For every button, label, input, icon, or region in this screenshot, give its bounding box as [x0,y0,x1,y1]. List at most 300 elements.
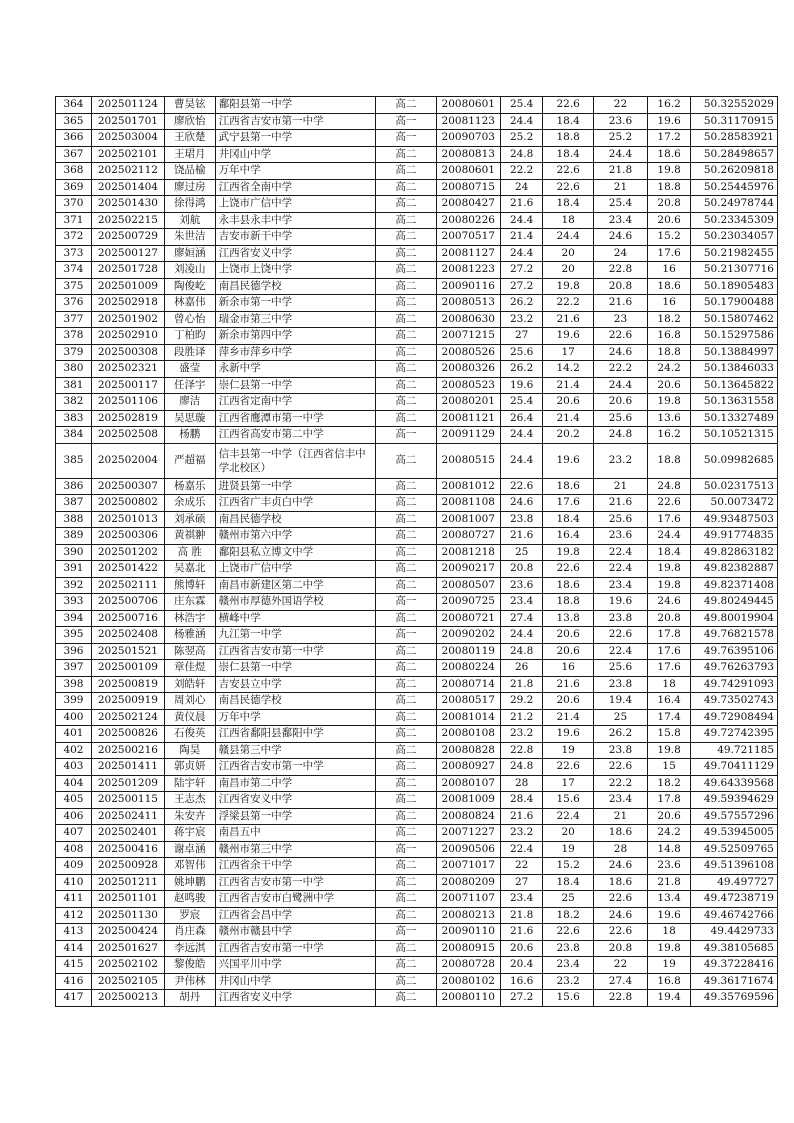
score-3-cell: 21 [594,179,648,196]
score-3-cell: 23.6 [594,113,648,130]
score-1-cell: 24.8 [501,759,543,776]
score-4-cell: 24.8 [647,478,690,495]
grade-cell: 高一 [376,841,436,858]
total-score-cell: 50.15807462 [691,311,778,328]
school-cell: 江西省高安市第二中学 [215,427,376,444]
exam-id-cell: 202500216 [91,742,164,759]
rank-cell: 370 [56,196,92,213]
name-cell: 王欣楚 [164,130,215,147]
exam-id-cell: 202501130 [91,907,164,924]
grade-cell: 高二 [376,957,436,974]
table-row [56,693,778,710]
exam-id-cell: 202500716 [91,610,164,627]
exam-id-cell: 202500109 [91,660,164,677]
rank-cell: 376 [56,295,92,312]
score-4-cell: 19.6 [647,907,690,924]
school-cell: 井冈山中学 [215,146,376,163]
school-cell: 上饶市广信中学 [215,561,376,578]
score-2-cell: 19.6 [543,443,594,478]
score-3-cell: 24.8 [594,427,648,444]
grade-cell: 高二 [376,577,436,594]
score-3-cell: 22.4 [594,643,648,660]
results-table-body [56,97,778,1007]
name-cell: 陆宇轩 [164,775,215,792]
school-cell: 赣州市第三中学 [215,841,376,858]
score-4-cell: 18 [647,924,690,941]
exam-id-cell: 202502105 [91,973,164,990]
grade-cell: 高二 [376,443,436,478]
rank-cell: 379 [56,344,92,361]
name-cell: 陶俊屹 [164,278,215,295]
name-cell: 王志杰 [164,792,215,809]
rank-cell: 406 [56,808,92,825]
grade-cell: 高二 [376,693,436,710]
birth-date-cell: 20081108 [436,495,500,512]
grade-cell: 高二 [376,97,436,114]
name-cell: 谢卓涵 [164,841,215,858]
rank-cell: 392 [56,577,92,594]
score-3-cell: 22.4 [594,544,648,561]
total-score-cell: 49.91774835 [691,528,778,545]
grade-cell: 高二 [376,394,436,411]
exam-id-cell: 202502124 [91,709,164,726]
total-score-cell: 49.59394629 [691,792,778,809]
exam-id-cell: 202500117 [91,377,164,394]
score-3-cell: 26.2 [594,726,648,743]
birth-date-cell: 20090116 [436,278,500,295]
birth-date-cell: 20080714 [436,676,500,693]
total-score-cell: 49.76395106 [691,643,778,660]
score-3-cell: 22.2 [594,775,648,792]
total-score-cell: 49.70411129 [691,759,778,776]
exam-id-cell: 202502321 [91,361,164,378]
score-3-cell: 28 [594,841,648,858]
score-2-cell: 21.4 [543,377,594,394]
score-3-cell: 23.6 [594,528,648,545]
exam-id-cell: 202502408 [91,627,164,644]
score-2-cell: 18.8 [543,130,594,147]
score-3-cell: 22.6 [594,924,648,941]
exam-id-cell: 202501211 [91,874,164,891]
name-cell: 尹伟林 [164,973,215,990]
grade-cell: 高二 [376,179,436,196]
score-2-cell: 16 [543,660,594,677]
rank-cell: 374 [56,262,92,279]
score-2-cell: 20 [543,825,594,842]
name-cell: 罗宸 [164,907,215,924]
exam-id-cell: 202502401 [91,825,164,842]
rank-cell: 403 [56,759,92,776]
table-row [56,394,778,411]
rank-cell: 369 [56,179,92,196]
score-2-cell: 20 [543,245,594,262]
score-4-cell: 17.6 [647,511,690,528]
rank-cell: 388 [56,511,92,528]
grade-cell: 高二 [376,511,436,528]
exam-id-cell: 202502819 [91,410,164,427]
rank-cell: 384 [56,427,92,444]
total-score-cell: 49.53945005 [691,825,778,842]
score-4-cell: 13.4 [647,891,690,908]
score-1-cell: 22.6 [501,478,543,495]
birth-date-cell: 20080630 [436,311,500,328]
school-cell: 南昌民德学校 [215,693,376,710]
birth-date-cell: 20081218 [436,544,500,561]
total-score-cell: 49.37228416 [691,957,778,974]
table-row [56,841,778,858]
grade-cell: 高二 [376,495,436,512]
school-cell: 新余市第一中学 [215,295,376,312]
grade-cell: 高一 [376,627,436,644]
score-4-cell: 19 [647,957,690,974]
school-cell: 兴国平川中学 [215,957,376,974]
name-cell: 胡丹 [164,990,215,1007]
school-cell: 赣州市厚德外国语学校 [215,594,376,611]
name-cell: 石俊英 [164,726,215,743]
score-3-cell: 25.6 [594,660,648,677]
rank-cell: 364 [56,97,92,114]
grade-cell: 高二 [376,311,436,328]
name-cell: 廖过房 [164,179,215,196]
score-1-cell: 23.2 [501,825,543,842]
score-1-cell: 24.8 [501,643,543,660]
total-score-cell: 49.72908494 [691,709,778,726]
total-score-cell: 50.13327489 [691,410,778,427]
score-4-cell: 19.4 [647,990,690,1007]
score-1-cell: 23.4 [501,891,543,908]
birth-date-cell: 20080601 [436,163,500,180]
grade-cell: 高二 [376,410,436,427]
score-3-cell: 23.8 [594,610,648,627]
table-row [56,146,778,163]
birth-date-cell: 20080728 [436,957,500,974]
name-cell: 王珺月 [164,146,215,163]
grade-cell: 高二 [376,377,436,394]
table-row [56,278,778,295]
grade-cell: 高二 [376,825,436,842]
total-score-cell: 50.21307716 [691,262,778,279]
name-cell: 肖庄森 [164,924,215,941]
score-4-cell: 18.6 [647,146,690,163]
total-score-cell: 50.25445976 [691,179,778,196]
score-1-cell: 25.4 [501,97,543,114]
rank-cell: 410 [56,874,92,891]
school-cell: 江西省会昌中学 [215,907,376,924]
school-cell: 井冈山中学 [215,973,376,990]
score-2-cell: 22.6 [543,924,594,941]
score-2-cell: 19.8 [543,278,594,295]
school-cell: 鄱阳县第一中学 [215,97,376,114]
score-2-cell: 18.4 [543,511,594,528]
score-1-cell: 24.4 [501,212,543,229]
total-score-cell: 49.82371408 [691,577,778,594]
rank-cell: 389 [56,528,92,545]
table-row [56,792,778,809]
school-cell: 浮梁县第一中学 [215,808,376,825]
score-2-cell: 21.4 [543,410,594,427]
rank-cell: 387 [56,495,92,512]
school-cell: 赣县第三中学 [215,742,376,759]
score-2-cell: 23.2 [543,973,594,990]
grade-cell: 高二 [376,726,436,743]
score-2-cell: 14.2 [543,361,594,378]
table-row [56,511,778,528]
score-2-cell: 22.2 [543,295,594,312]
birth-date-cell: 20080226 [436,212,500,229]
score-3-cell: 25 [594,709,648,726]
name-cell: 刘皓轩 [164,676,215,693]
birth-date-cell: 20080515 [436,443,500,478]
score-1-cell: 24.4 [501,245,543,262]
name-cell: 丁柏昀 [164,328,215,345]
exam-id-cell: 202500115 [91,792,164,809]
grade-cell: 高二 [376,775,436,792]
score-3-cell: 20.8 [594,940,648,957]
score-3-cell: 23.4 [594,212,648,229]
exam-id-cell: 202502111 [91,577,164,594]
rank-cell: 412 [56,907,92,924]
birth-date-cell: 20081127 [436,245,500,262]
score-4-cell: 17.2 [647,130,690,147]
exam-id-cell: 202501106 [91,394,164,411]
school-cell: 江西省吉安市第一中学 [215,874,376,891]
grade-cell: 高二 [376,278,436,295]
birth-date-cell: 20090703 [436,130,500,147]
score-1-cell: 23.2 [501,726,543,743]
score-1-cell: 28.4 [501,792,543,809]
total-score-cell: 49.721185 [691,742,778,759]
birth-date-cell: 20090506 [436,841,500,858]
grade-cell: 高二 [376,262,436,279]
rank-cell: 365 [56,113,92,130]
rank-cell: 390 [56,544,92,561]
score-1-cell: 20.4 [501,957,543,974]
score-2-cell: 15.2 [543,858,594,875]
rank-cell: 367 [56,146,92,163]
exam-id-cell: 202500919 [91,693,164,710]
score-3-cell: 24.4 [594,146,648,163]
grade-cell: 高二 [376,660,436,677]
school-cell: 江西省余干中学 [215,858,376,875]
name-cell: 廖洁 [164,394,215,411]
name-cell: 蒋宇宸 [164,825,215,842]
score-2-cell: 19.6 [543,328,594,345]
score-1-cell: 24.8 [501,146,543,163]
rank-cell: 395 [56,627,92,644]
birth-date-cell: 20080213 [436,907,500,924]
table-row [56,594,778,611]
school-cell: 赣州市第六中学 [215,528,376,545]
school-cell: 南昌五中 [215,825,376,842]
exam-id-cell: 202500826 [91,726,164,743]
score-1-cell: 21.6 [501,528,543,545]
table-row [56,113,778,130]
score-3-cell: 21 [594,808,648,825]
score-4-cell: 19.8 [647,742,690,759]
total-score-cell: 50.31170915 [691,113,778,130]
score-4-cell: 19.8 [647,163,690,180]
grade-cell: 高二 [376,759,436,776]
grade-cell: 高二 [376,792,436,809]
score-4-cell: 18.4 [647,544,690,561]
table-row [56,130,778,147]
rank-cell: 380 [56,361,92,378]
name-cell: 朱世洁 [164,229,215,246]
table-row [56,858,778,875]
table-row [56,361,778,378]
score-4-cell: 18.8 [647,443,690,478]
name-cell: 陶昊 [164,742,215,759]
score-1-cell: 26.2 [501,295,543,312]
score-2-cell: 18.6 [543,577,594,594]
name-cell: 黄仪晨 [164,709,215,726]
table-row [56,328,778,345]
score-4-cell: 15 [647,759,690,776]
score-2-cell: 18.8 [543,594,594,611]
table-row [56,577,778,594]
grade-cell: 高二 [376,196,436,213]
score-4-cell: 24.4 [647,528,690,545]
score-4-cell: 18 [647,676,690,693]
birth-date-cell: 20071215 [436,328,500,345]
school-cell: 万年中学 [215,163,376,180]
score-1-cell: 25.6 [501,344,543,361]
score-4-cell: 23.6 [647,858,690,875]
school-cell: 南昌民德学校 [215,511,376,528]
name-cell: 余成乐 [164,495,215,512]
rank-cell: 416 [56,973,92,990]
rank-cell: 372 [56,229,92,246]
table-row [56,808,778,825]
score-3-cell: 25.6 [594,511,648,528]
exam-id-cell: 202502101 [91,146,164,163]
score-2-cell: 16.4 [543,528,594,545]
exam-id-cell: 202502508 [91,427,164,444]
grade-cell: 高二 [376,212,436,229]
birth-date-cell: 20091129 [436,427,500,444]
score-2-cell: 20.6 [543,693,594,710]
table-row [56,212,778,229]
school-cell: 江西省安义中学 [215,245,376,262]
name-cell: 吴嘉北 [164,561,215,578]
rank-cell: 386 [56,478,92,495]
exam-id-cell: 202501521 [91,643,164,660]
score-3-cell: 23.2 [594,443,648,478]
total-score-cell: 49.497727 [691,874,778,891]
score-3-cell: 19.6 [594,594,648,611]
name-cell: 熊博轩 [164,577,215,594]
score-3-cell: 22.6 [594,328,648,345]
score-1-cell: 23.8 [501,511,543,528]
total-score-cell: 49.76263793 [691,660,778,677]
birth-date-cell: 20080727 [436,528,500,545]
name-cell: 杨鹏 [164,427,215,444]
score-4-cell: 17.4 [647,709,690,726]
name-cell: 高 胜 [164,544,215,561]
score-2-cell: 23.8 [543,940,594,957]
table-row [56,410,778,427]
score-1-cell: 24.4 [501,113,543,130]
score-1-cell: 21.2 [501,709,543,726]
total-score-cell: 50.24978744 [691,196,778,213]
score-3-cell: 24.6 [594,858,648,875]
score-4-cell: 18.2 [647,775,690,792]
table-row [56,643,778,660]
rank-cell: 414 [56,940,92,957]
birth-date-cell: 20090725 [436,594,500,611]
score-4-cell: 16.2 [647,97,690,114]
score-4-cell: 20.6 [647,377,690,394]
table-row [56,229,778,246]
score-3-cell: 25.6 [594,410,648,427]
rank-cell: 394 [56,610,92,627]
table-row [56,940,778,957]
rank-cell: 413 [56,924,92,941]
birth-date-cell: 20080507 [436,577,500,594]
rank-cell: 397 [56,660,92,677]
school-cell: 江西省鄱阳县鄱阳中学 [215,726,376,743]
name-cell: 章佳煜 [164,660,215,677]
score-1-cell: 27.2 [501,262,543,279]
score-1-cell: 27.2 [501,278,543,295]
score-3-cell: 18.6 [594,825,648,842]
exam-id-cell: 202501404 [91,179,164,196]
score-2-cell: 15.6 [543,990,594,1007]
table-row [56,957,778,974]
score-4-cell: 17.6 [647,660,690,677]
score-2-cell: 19 [543,841,594,858]
school-cell: 江西省广丰贞白中学 [215,495,376,512]
birth-date-cell: 20080526 [436,344,500,361]
grade-cell: 高一 [376,594,436,611]
score-3-cell: 20.8 [594,278,648,295]
score-1-cell: 21.8 [501,676,543,693]
exam-id-cell: 202500928 [91,858,164,875]
exam-id-cell: 202501013 [91,511,164,528]
exam-id-cell: 202500424 [91,924,164,941]
total-score-cell: 50.0073472 [691,495,778,512]
score-4-cell: 19.8 [647,561,690,578]
birth-date-cell: 20080513 [436,295,500,312]
name-cell: 黄祺翀 [164,528,215,545]
exam-id-cell: 202501627 [91,940,164,957]
grade-cell: 高二 [376,973,436,990]
school-cell: 江西省鹰潭市第一中学 [215,410,376,427]
score-2-cell: 22.6 [543,179,594,196]
grade-cell: 高二 [376,858,436,875]
grade-cell: 高二 [376,990,436,1007]
exam-id-cell: 202500729 [91,229,164,246]
score-3-cell: 23.8 [594,676,648,693]
name-cell: 庄东霖 [164,594,215,611]
score-3-cell: 21.6 [594,295,648,312]
score-3-cell: 24.6 [594,344,648,361]
exam-id-cell: 202502102 [91,957,164,974]
score-2-cell: 22.6 [543,163,594,180]
school-cell: 横峰中学 [215,610,376,627]
exam-id-cell: 202501422 [91,561,164,578]
score-1-cell: 19.6 [501,377,543,394]
rank-cell: 375 [56,278,92,295]
exam-id-cell: 202500213 [91,990,164,1007]
exam-id-cell: 202503004 [91,130,164,147]
exam-id-cell: 202500127 [91,245,164,262]
table-row [56,907,778,924]
score-4-cell: 19.8 [647,394,690,411]
name-cell: 曹昊铉 [164,97,215,114]
name-cell: 严超福 [164,443,215,478]
score-3-cell: 21.6 [594,495,648,512]
